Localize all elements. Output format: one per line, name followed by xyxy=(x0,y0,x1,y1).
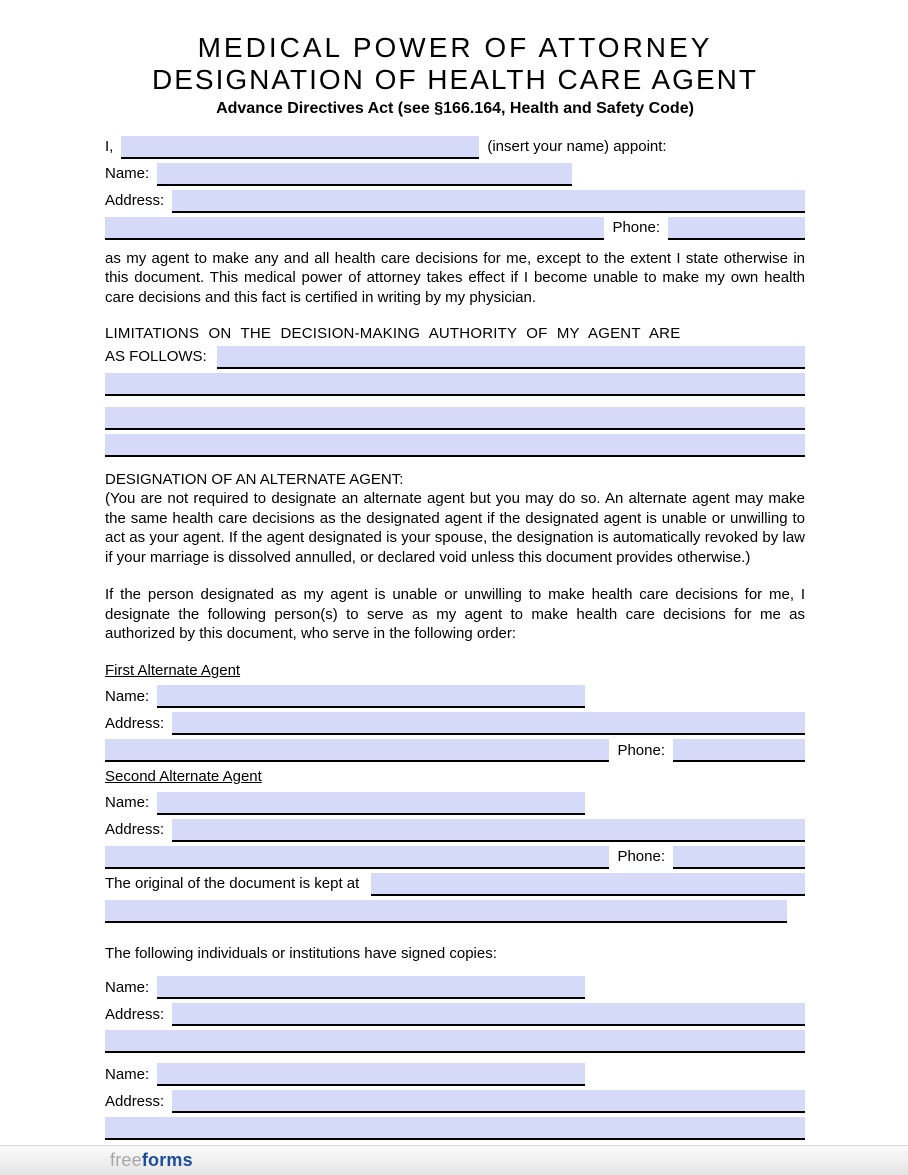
copy1-address-field-line2[interactable] xyxy=(105,1030,805,1053)
copy2-address-field-line2[interactable] xyxy=(105,1117,805,1140)
address-label: Address: xyxy=(105,1092,165,1110)
limitations-entry-row1 xyxy=(105,346,805,369)
limitations-field-line3[interactable] xyxy=(105,407,805,430)
signed-copies-paragraph: The following individuals or institutions have signed copies: xyxy=(105,944,497,962)
title-line-1: MEDICAL POWER OF ATTORNEY xyxy=(197,32,713,63)
copy2-name-row xyxy=(105,1063,805,1086)
agent-address-field-line2[interactable] xyxy=(105,217,604,240)
freeforms-logo xyxy=(110,1150,193,1171)
first-alt-address-row xyxy=(105,712,805,735)
original-location-row xyxy=(105,873,805,896)
alternate-agent-note: (You are not required to designate an alternate agent but you may do so. An alternate agent may make the same health care decisions as the designated agent if the designated agent is unable or unwilling to act as your agent. If the agent designated is your spouse, the designation is automatically revoked by law if your marriage is dissolved annulled, or declared void unless this document provides otherwise.) xyxy=(105,490,805,566)
agent-phone-field[interactable] xyxy=(668,217,805,240)
limitations-heading-line1: LIMITATIONS ON THE DECISION-MAKING AUTHORITY OF MY AGENT ARE xyxy=(105,325,681,342)
title-line-2: DESIGNATION OF HEALTH CARE AGENT xyxy=(152,64,758,95)
original-location-field-line2[interactable] xyxy=(105,900,787,923)
copy2-name-field[interactable] xyxy=(157,1063,585,1086)
copy2-address-field-line1[interactable] xyxy=(172,1090,805,1113)
name-label: Name: xyxy=(105,165,150,182)
principal-row xyxy=(105,136,805,159)
name-label: Name: xyxy=(105,794,150,811)
copy1-name-field[interactable] xyxy=(157,976,585,999)
document-header xyxy=(105,0,805,119)
first-alt-name-row xyxy=(105,685,805,708)
name-label: Name: xyxy=(105,687,150,705)
limitations-entry-row4 xyxy=(105,434,805,457)
copy2-address-row2 xyxy=(105,1117,805,1140)
copy1-address-field-line1[interactable] xyxy=(172,1003,805,1026)
second-alt-address-field-line1[interactable] xyxy=(172,819,805,842)
phone-label: Phone: xyxy=(617,741,665,759)
designation-order-paragraph: If the person designated as my agent is unable or unwilling to make health care decisions for me, I designate the following person(s) to serve as my agent to make health care decisions for me as authorized by this document, who serve in the following order: xyxy=(105,586,805,642)
first-alternate-heading: First Alternate Agent xyxy=(105,661,241,679)
original-location-row2 xyxy=(105,900,805,923)
second-alternate-heading: Second Alternate Agent xyxy=(105,768,262,785)
first-alt-address-field-line2[interactable] xyxy=(105,739,609,762)
second-alt-name-field[interactable] xyxy=(157,792,585,815)
limitations-heading-line2: AS FOLLOWS: xyxy=(105,348,207,365)
second-alt-address-field-line2[interactable] xyxy=(105,846,609,869)
limitations-entry-row2 xyxy=(105,373,805,396)
second-alt-phone-row xyxy=(105,846,805,869)
logo-forms-text: forms xyxy=(141,1150,193,1170)
first-alt-address-field-line1[interactable] xyxy=(172,712,805,735)
subtitle: Advance Directives Act (see §166.164, Health and Safety Code) xyxy=(216,100,694,117)
phone-label: Phone: xyxy=(617,848,665,865)
address-label: Address: xyxy=(105,192,165,209)
principal-name-field[interactable] xyxy=(121,136,479,159)
agent-name-row xyxy=(105,163,805,186)
copy1-name-row xyxy=(105,976,805,999)
name-label: Name: xyxy=(105,978,150,996)
first-alt-phone-row xyxy=(105,739,805,762)
address-label: Address: xyxy=(105,714,165,732)
copy1-address-row xyxy=(105,1003,805,1026)
first-alt-name-field[interactable] xyxy=(157,685,585,708)
agent-address-row xyxy=(105,190,805,213)
address-label: Address: xyxy=(105,821,165,838)
agent-phone-row xyxy=(105,217,805,240)
phone-label: Phone: xyxy=(612,219,660,236)
principal-suffix: (insert your name) appoint: xyxy=(487,138,667,155)
alternate-agent-heading: DESIGNATION OF AN ALTERNATE AGENT: xyxy=(105,470,404,488)
limitations-field-line4[interactable] xyxy=(105,434,805,457)
logo-free-text: free xyxy=(110,1150,142,1170)
second-alt-address-row xyxy=(105,819,805,842)
original-kept-at-text: The original of the document is kept at xyxy=(105,875,360,892)
principal-prefix: I, xyxy=(105,138,114,155)
second-alt-name-row xyxy=(105,792,805,815)
limitations-field-line1[interactable] xyxy=(217,346,805,369)
limitations-entry-row3 xyxy=(105,407,805,430)
second-alt-phone-field[interactable] xyxy=(673,846,805,869)
agent-name-field[interactable] xyxy=(157,163,572,186)
page-footer xyxy=(0,1145,908,1175)
first-alt-phone-field[interactable] xyxy=(673,739,805,762)
copy2-address-row xyxy=(105,1090,805,1113)
agent-authority-paragraph: as my agent to make any and all health care decisions for me, except to the extent I state otherwise in this document. This medical power of attorney takes effect if I become unable to make my own health care decisions and this fact is certified in writing by my physician. xyxy=(105,249,805,306)
original-location-field-line1[interactable] xyxy=(371,873,805,896)
limitations-field-line2[interactable] xyxy=(105,373,805,396)
copy1-address-row2 xyxy=(105,1030,805,1053)
agent-address-field-line1[interactable] xyxy=(172,190,805,213)
address-label: Address: xyxy=(105,1005,165,1023)
name-label: Name: xyxy=(105,1065,150,1083)
